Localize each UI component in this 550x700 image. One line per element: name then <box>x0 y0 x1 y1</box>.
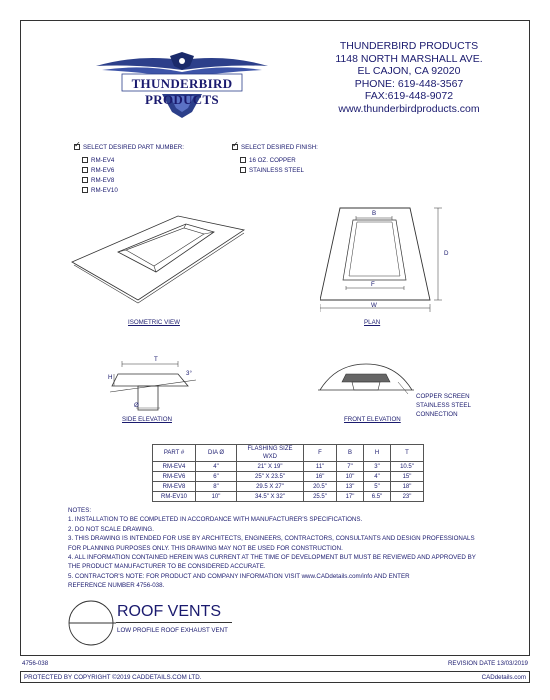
plan-view-caption: PLAN <box>364 319 381 326</box>
table-cell: 10" <box>196 492 237 502</box>
dim-label-f: F <box>371 281 375 288</box>
checkmark-icon <box>232 144 238 150</box>
part-option-rm-ev4[interactable]: RM-EV4 <box>82 155 184 165</box>
table-row <box>153 472 424 482</box>
table-cell: 5" <box>364 482 391 492</box>
title-circle-icon <box>66 598 116 648</box>
note-line: 1. INSTALLATION TO BE COMPLETED IN ACCORDANCE WITH MANUFACTURER'S SPECIFICATIONS. <box>68 516 363 524</box>
table-cell: 29.5 X 27" <box>237 482 304 492</box>
note-line: 4. ALL INFORMATION CONTAINED HEREIN WAS CURRENT AT THE TIME OF DEVELOPMENT BUT MUST BE REVIEWED AND APPROVED BY <box>68 554 476 562</box>
callout-note <box>416 392 471 419</box>
table-cell: 16" <box>304 472 337 482</box>
thunderbird-logo <box>92 52 272 120</box>
finish-select-heading: ✓ SELECT DESIRED FINISH: <box>232 142 318 152</box>
dim-label-angle: 3° <box>186 370 192 377</box>
callout-line-2: STAINLESS STEEL <box>416 402 471 409</box>
company-address: 1148 NORTH MARSHALL AVE. <box>335 52 483 65</box>
company-info <box>334 40 484 115</box>
note-line: 3. THIS DRAWING IS INTENDED FOR USE BY ARCHITECTS, ENGINEERS, CONTRACTORS, CONSULTANTS AND DESIGN PROFESSIONALS <box>68 535 475 543</box>
callout-line-3: CONNECTION <box>416 411 458 418</box>
table-row <box>153 492 424 502</box>
table-cell: 25" X 23.5" <box>237 472 304 482</box>
title-divider <box>116 622 232 623</box>
checkmark-icon <box>74 144 80 150</box>
checkbox-icon[interactable] <box>82 157 88 163</box>
caddetails-brand[interactable]: CADdetails.com <box>481 674 526 681</box>
table-cell: 4" <box>196 462 237 472</box>
table-cell: RM-EV10 <box>153 492 196 502</box>
finish-option-stainless[interactable]: STAINLESS STEEL <box>240 165 318 175</box>
dim-label-b: B <box>372 210 377 217</box>
table-header: DIA Ø <box>196 445 237 462</box>
table-cell: 6" <box>196 472 237 482</box>
company-fax: FAX:619-448-9072 <box>364 90 454 102</box>
finish-selector <box>232 142 318 175</box>
note-line: THE PRODUCT MANUFACTURER TO BE CONSIDERED ACCURATE. <box>68 563 266 571</box>
drawing-subtitle: LOW PROFILE ROOF EXHAUST VENT <box>117 627 228 634</box>
revision-date: REVISION DATE 13/03/2019 <box>447 660 528 667</box>
table-header: FLASHING SIZE WXD <box>237 445 304 462</box>
table-cell: 10.5" <box>391 462 424 472</box>
table-row <box>153 482 424 492</box>
table-cell: 13" <box>337 482 364 492</box>
notes-section <box>68 506 476 591</box>
company-city: EL CAJON, CA 92020 <box>357 65 461 77</box>
side-elevation-drawing <box>108 352 198 414</box>
table-cell: 25.5" <box>304 492 337 502</box>
table-header: B <box>337 445 364 462</box>
table-cell: 11" <box>304 462 337 472</box>
part-option-rm-ev10[interactable]: RM-EV10 <box>82 185 184 195</box>
part-option-rm-ev6[interactable]: RM-EV6 <box>82 165 184 175</box>
plan-view-drawing <box>320 200 450 315</box>
note-line: FOR PLANNING PURPOSES ONLY. THIS DRAWING MAY NOT BE USED FOR CONSTRUCTION. <box>68 544 343 552</box>
checkbox-icon[interactable] <box>82 177 88 183</box>
copyright-notice: PROTECTED BY COPYRIGHT ©2019 CADDETAILS.COM LTD. <box>24 674 202 681</box>
note-line: REFERENCE NUMBER 4756-038. <box>68 582 165 590</box>
company-name: THUNDERBIRD PRODUCTS <box>339 40 479 52</box>
table-header: H <box>364 445 391 462</box>
table-cell: 10" <box>337 472 364 482</box>
table-cell: RM-EV6 <box>153 472 196 482</box>
table-cell: RM-EV4 <box>153 462 196 472</box>
note-line: 2. DO NOT SCALE DRAWING. <box>68 525 154 533</box>
dim-label-d: D <box>444 250 449 257</box>
table-header-row <box>153 445 424 462</box>
table-row <box>153 462 424 472</box>
table-cell: 17" <box>337 492 364 502</box>
isometric-view-caption: ISOMETRIC VIEW <box>128 319 180 326</box>
company-website[interactable]: www.thunderbirdproducts.com <box>338 102 480 115</box>
table-header: PART # <box>153 445 196 462</box>
dim-label-h: H <box>108 374 113 381</box>
spec-table-wrap <box>152 444 424 502</box>
table-cell: 18" <box>391 482 424 492</box>
table-cell: 21" X 19" <box>237 462 304 472</box>
part-option-rm-ev8[interactable]: RM-EV8 <box>82 175 184 185</box>
table-header: F <box>304 445 337 462</box>
notes-heading: NOTES: <box>68 507 92 514</box>
part-select-heading: ✓ SELECT DESIRED PART NUMBER: <box>74 142 184 152</box>
table-cell: 20.5" <box>304 482 337 492</box>
table-cell: 7" <box>337 462 364 472</box>
dim-label-w: W <box>371 302 377 309</box>
checkbox-icon[interactable] <box>82 187 88 193</box>
table-cell: RM-EV8 <box>153 482 196 492</box>
dim-label-diameter: Ø <box>134 402 139 409</box>
table-cell: 6.5" <box>364 492 391 502</box>
table-cell: 23" <box>391 492 424 502</box>
checkbox-icon[interactable] <box>240 167 246 173</box>
callout-line-1: COPPER SCREEN <box>416 393 470 400</box>
side-elevation-caption: SIDE ELEVATION <box>122 416 172 423</box>
spec-table <box>152 444 424 502</box>
front-elevation-caption: FRONT ELEVATION <box>344 416 401 423</box>
reference-number: 4756-038 <box>22 660 49 667</box>
dim-label-t: T <box>154 356 158 363</box>
table-cell: 3" <box>364 462 391 472</box>
finish-option-copper[interactable]: 16 OZ. COPPER <box>240 155 318 165</box>
table-cell: 8" <box>196 482 237 492</box>
isometric-view-drawing <box>68 210 248 305</box>
table-cell: 4" <box>364 472 391 482</box>
drawing-title: ROOF VENTS <box>117 603 222 620</box>
table-cell: 34.5" X 32" <box>237 492 304 502</box>
note-line: 5. CONTRACTOR'S NOTE: FOR PRODUCT AND COMPANY INFORMATION VISIT www.CADdetails.com/info AND ENTER <box>68 572 410 580</box>
company-phone: PHONE: 619-448-3567 <box>354 77 464 90</box>
table-cell: 15" <box>391 472 424 482</box>
logo-wordmark: THUNDERBIRD PRODUCTS <box>131 76 233 107</box>
part-number-selector <box>74 142 184 195</box>
checkbox-icon[interactable] <box>240 157 246 163</box>
table-header: T <box>391 445 424 462</box>
checkbox-icon[interactable] <box>82 167 88 173</box>
front-elevation-drawing <box>316 360 416 410</box>
